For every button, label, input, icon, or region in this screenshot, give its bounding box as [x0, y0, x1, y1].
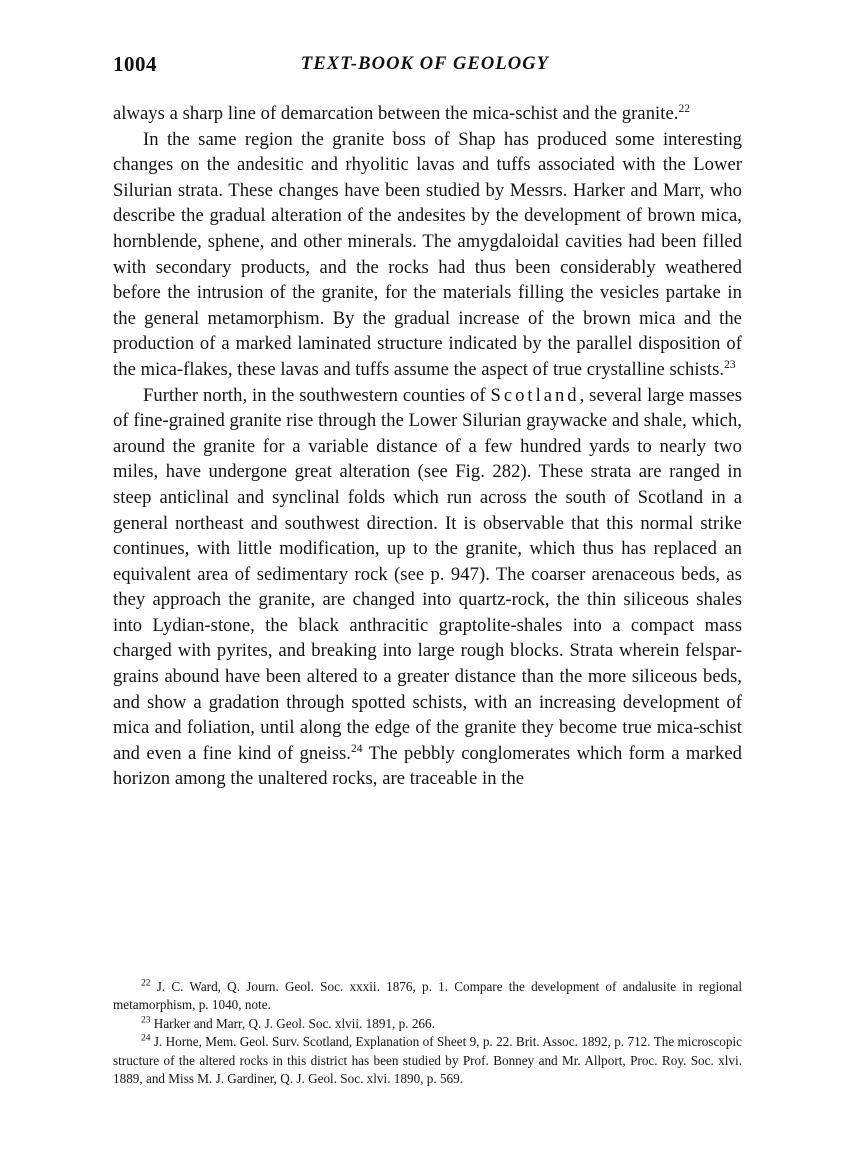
footnotes-block — [113, 978, 742, 1088]
footnote-22-marker: 22 — [141, 978, 151, 989]
page-header — [113, 52, 737, 78]
page-number: 1004 — [113, 52, 157, 76]
footnote-ref-23: 23 — [724, 358, 736, 371]
paragraph-3-text: , several large masses of fine-grained granite rise through the Lower Silurian graywacke and shale, which, around the granite for a variable distance of a few hundred yards to nearly two miles, have undergone great alteration (see Fig. 282). These strata are ranged in steep anticlinal and synclinal folds which run across the south of Scotland in a general northeast and southwest direction. It is observable that this normal strike continues, with little modification, up to the granite, which thus has replaced an equivalent area of sedimentary rock (see p. 947). The coarser arenaceous beds, as they approach the granite, are changed into quartz-rock, the thin siliceous shales into Lydian-stone, the black anthracitic graptolite-shales into a compact mass charged with pyrites, and breaking into large rough blocks. Strata wherein felspar-grains abound have been altered to a greater distance than the more siliceous beds, and show a gradation through spotted schists, with an increasing development of mica and foliation, until along the edge of the granite they become true mica-schist and even a fine kind of gneiss. — [113, 384, 742, 764]
footnote-24 — [113, 1033, 742, 1088]
paragraph-3-text-before: Further north, in the southwestern counties of — [143, 384, 491, 406]
footnote-23-text: Harker and Marr, Q. J. Geol. Soc. xlvii. 1891, p. 266. — [153, 1015, 435, 1031]
paragraph-2 — [113, 127, 742, 383]
letterspaced-term-scotland: Scotland — [490, 384, 580, 406]
paragraph-2-text: In the same region the granite boss of Shap has produced some interesting changes on the andesitic and rhyolitic lavas and tuffs associated with the Lower Silurian strata. These changes have been studied by Messrs. Harker and Marr, who describe the gradual alteration of the andesites by the development of brown mica, hornblende, sphene, and other minerals. The amygdaloidal cavities had been filled with secondary products, and the rocks had thus been considerably weathered before the intrusion of the granite, for the materials filling the vesicles partake in the general metamorphism. By the gradual increase of the brown mica and the production of a marked laminated structure indicated by the parallel disposition of the mica-flakes, these lavas and tuffs assume the aspect of true crystalline schists. — [113, 128, 742, 380]
footnote-23 — [113, 1015, 742, 1033]
paragraph-3-text-after: The pebbly conglomerates which form a marked horizon among the unaltered rocks, are traceable in the — [113, 742, 742, 790]
body-text-column — [113, 101, 742, 792]
footnote-22 — [113, 978, 742, 1015]
paragraph-3 — [113, 383, 742, 793]
footnote-ref-24: 24 — [351, 742, 363, 755]
footnote-22-text: J. C. Ward, Q. Journ. Geol. Soc. xxxii. 1876, p. 1. Compare the development of andalusite in regional metamorphism, p. 1040, note. — [113, 979, 742, 1013]
paragraph-1 — [113, 101, 742, 127]
footnote-24-marker: 24 — [141, 1033, 151, 1044]
footnote-ref-22: 22 — [678, 102, 691, 115]
footnote-23-marker: 23 — [141, 1015, 151, 1026]
running-title: TEXT-BOOK OF GEOLOGY — [300, 54, 550, 74]
paragraph-1-text: always a sharp line of demarcation between the mica-schist and the granite. — [113, 103, 679, 124]
footnote-24-text: J. Horne, Mem. Geol. Surv. Scotland, Explanation of Sheet 9, p. 22. Brit. Assoc. 1892, p. 712. The microscopic structure of the altered rocks in this district has been studied by Prof. Bonney and Mr. Allport, Proc. Roy. Soc. xlvi. 1889, and Miss M. J. Gardiner, Q. J. Geol. Soc. xlvi. 1890, p. 569. — [113, 1034, 742, 1087]
